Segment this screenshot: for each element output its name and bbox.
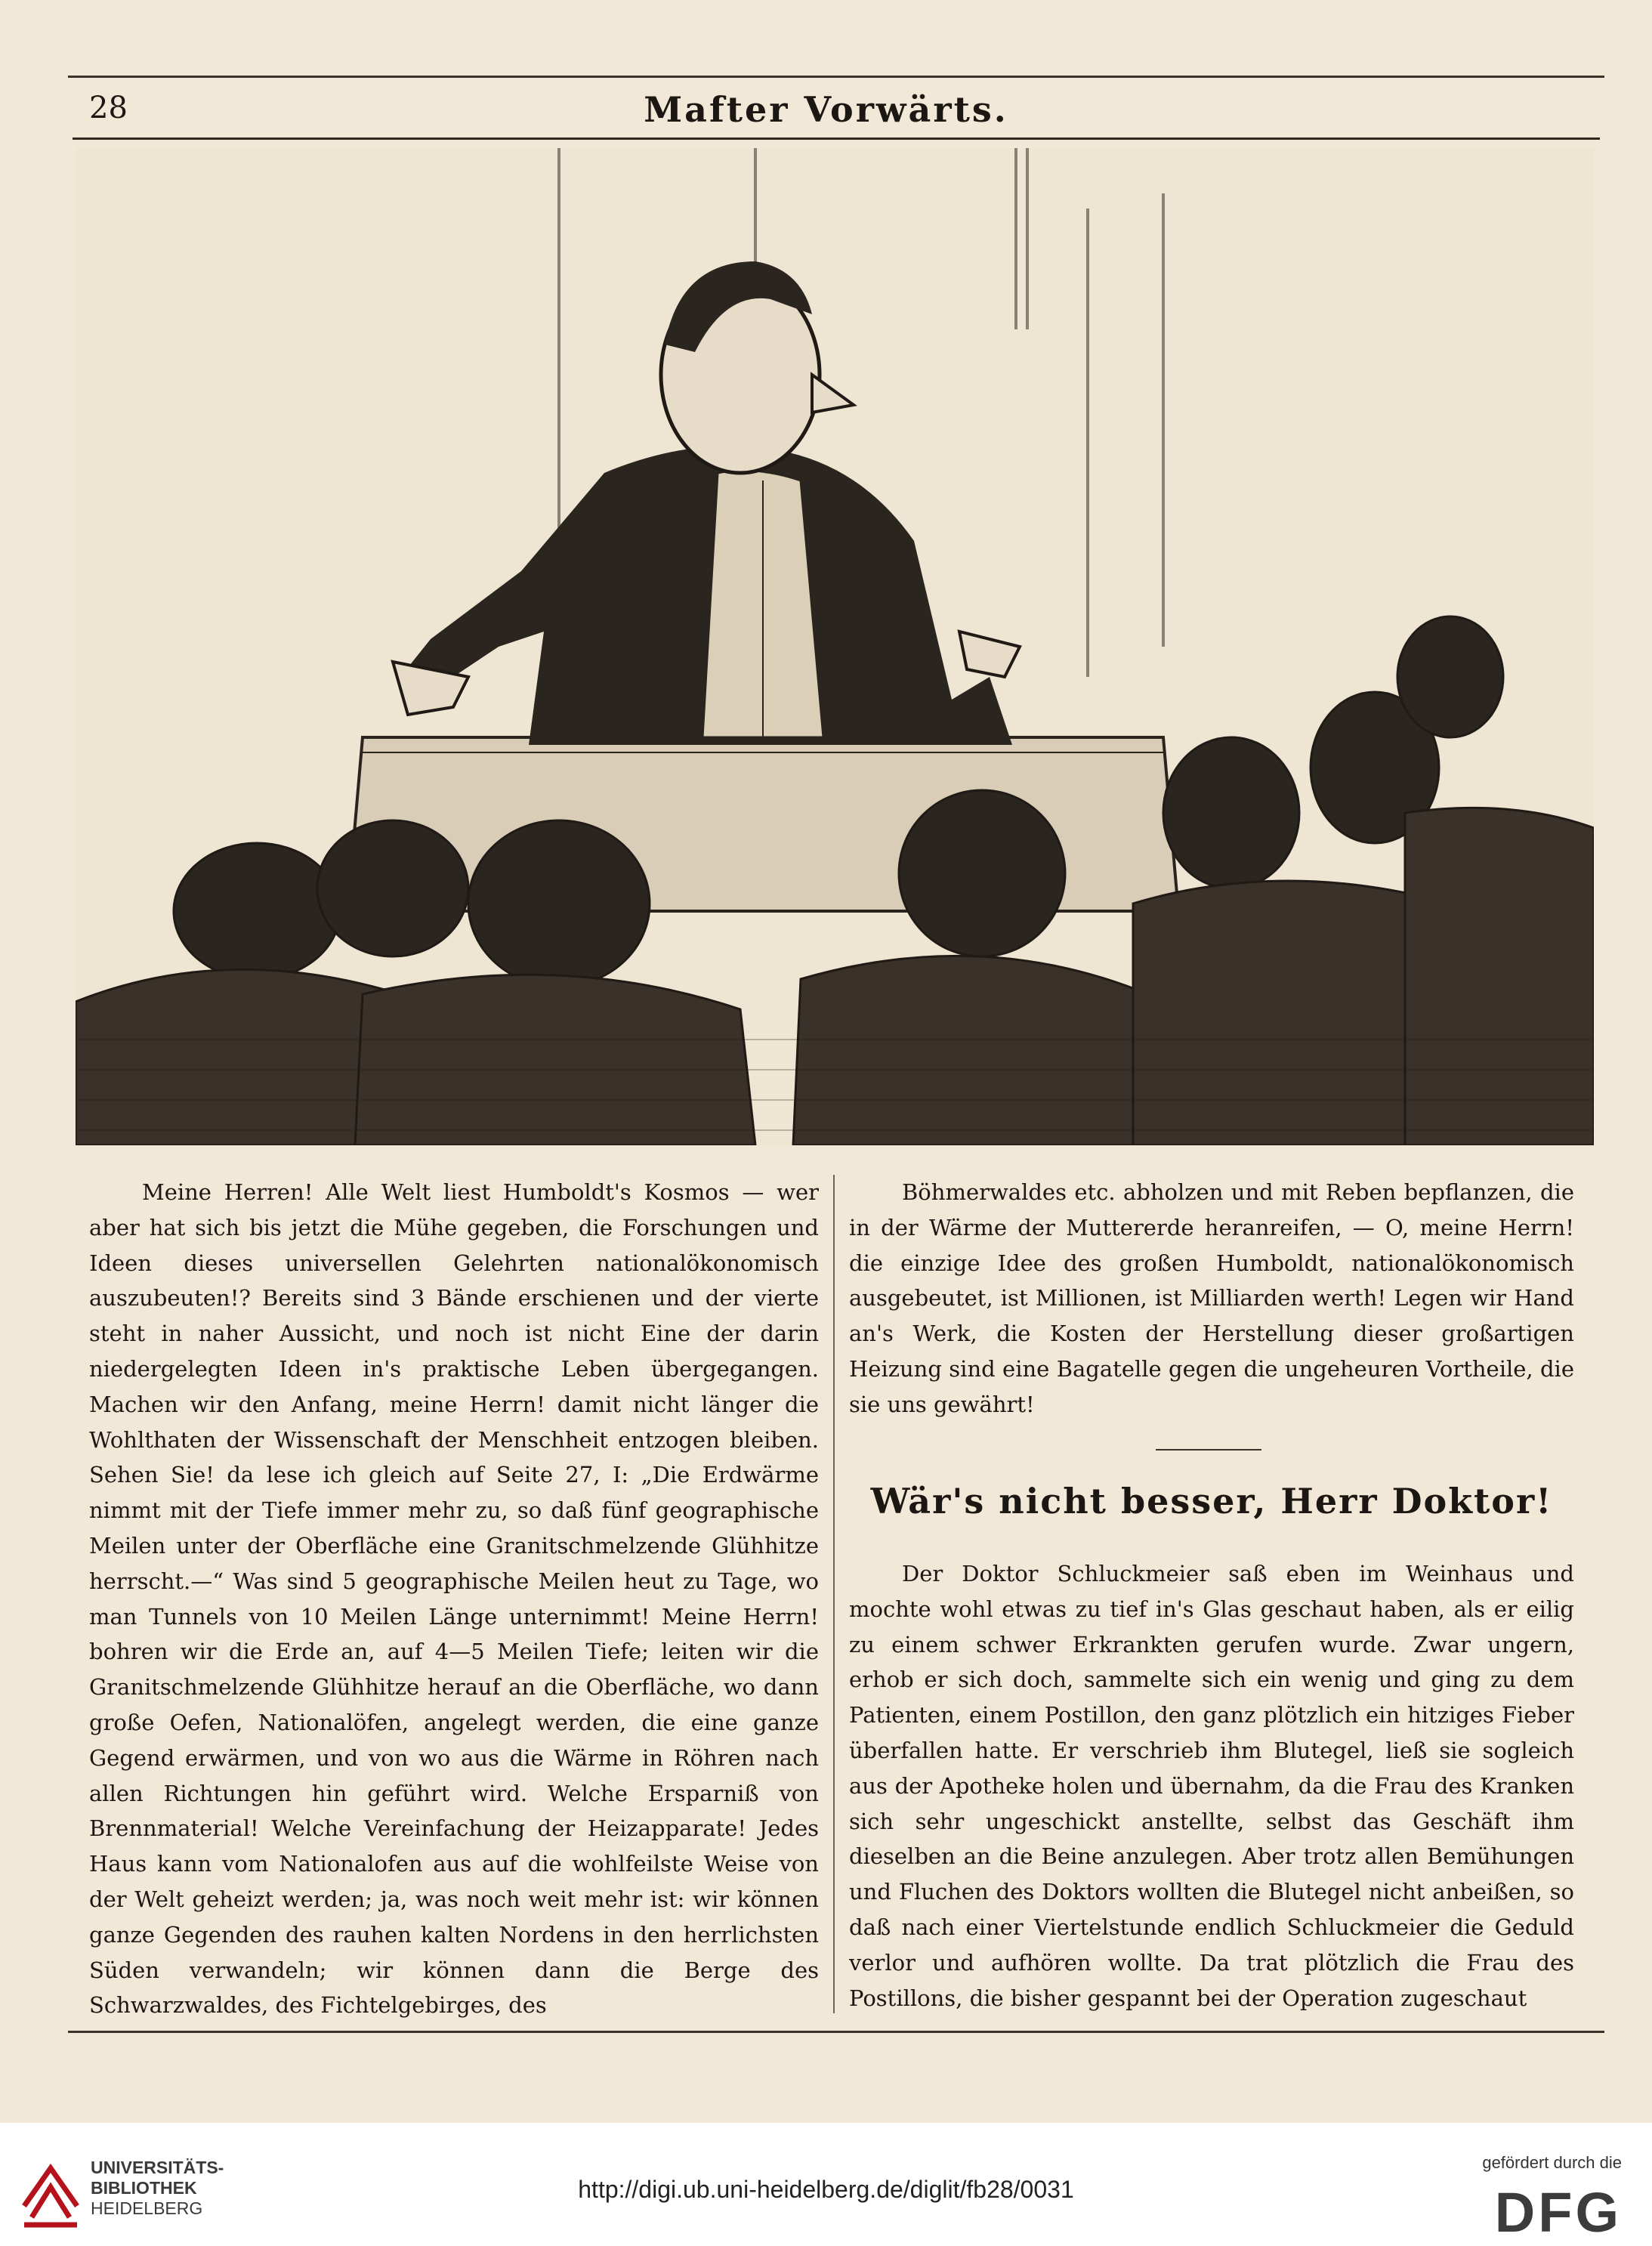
speaker-illustration xyxy=(76,148,1594,1145)
article1-right-text: Böhmerwaldes etc. abholzen und mit Reben bepflanzen, die in der Wärme der Muttererde heranreifen, — O, meine Herrn! die einzige Idee des großen Humboldt, nationalökonomisch ausgebeutet, ist Millionen, ist Milliarden werth! Legen wir Hand an's Werk, die Kosten der Herstellung dieser großartigen Heizung sind eine Bagatelle gegen die ungeheuren Vortheile, die sie uns gewährt! xyxy=(849,1179,1574,1417)
running-title: Mafter Vorwärts. xyxy=(644,89,1008,130)
article1-left-column xyxy=(89,1175,819,2023)
library-name-line1: UNIVERSITÄTS- xyxy=(91,2158,224,2177)
article2-column xyxy=(849,1556,1574,2016)
footer-bar xyxy=(0,2123,1652,2246)
article2-text: Der Doktor Schluckmeier saß eben im Weinhaus und mochte wohl etwas zu tief in's Glas geschaut haben, als er eilig zu einem schwer Erkrankten gerufen wurde. Zwar ungern, erhob er sich doch, sammelte sich ein wenig und ging zu dem Patienten, einem Postillon, den ganz plötzlich ein hitziges Fieber überfallen hatte. Er verschrieb ihm Blutegel, ließ sie sogleich aus der Apotheke holen und übernahm, da die Frau des Kranken sich sehr ungeschickt anstellte, selbst das Geschäft ihm dieselben an die Beine anzulegen. Aber trotz allen Bemühungen und Fluchen des Doktors wollten die Blutegel nicht anbeißen, so daß nach einer Viertelstunde endlich Schluckmeier die Geduld verlor und aufhören wollte. Da trat plötzlich die Frau des Postillons, die bisher gespannt bei der Operation zugeschaut xyxy=(849,1561,1574,2011)
dfg-logo: DFG xyxy=(1494,2181,1622,2244)
header-rule xyxy=(73,137,1600,140)
source-url[interactable]: http://digi.ub.uni-heidelberg.de/diglit/fb28/0031 xyxy=(578,2176,1074,2203)
article1-left-text: Meine Herren! Alle Welt liest Humboldt's Kosmos — wer aber hat sich bis jetzt die Mühe gegeben, die Forschungen und Ideen dieses universellen Gelehrten nationalökonomisch auszubeuten!? Bereits sind 3 Bände erschienen und der vierte steht in naher Aussicht, und noch ist nicht Eine der darin niedergelegten Ideen in's praktische Leben übergegangen. Machen wir den Anfang, meine Herrn! damit nicht länger die Wohlthaten der Wissenschaft der Menschheit entzogen bleiben. Sehen Sie! da lese ich gleich auf Seite 27, I: „Die Erdwärme nimmt mit der Tiefe immer mehr zu, so daß fünf geographische Meilen unter der Oberfläche eine Granitschmelzende Glühhitze herrscht.—“ Was sind 5 geographische Meilen heut zu Tage, wo man Tunnels von 10 Meilen Länge unternimmt! Meine Herrn! bohren wir die Erde an, auf 4—5 Meilen Tiefe; leiten wir die Granitschmelzende Glühhitze herauf an die Oberfläche, wo dann große Oefen, Nationalöfen, angelegt werden, die eine ganze Gegend erwärmen, und von wo aus die Wärme in Röhren nach allen Richtungen hin geführt wird. Welche Ersparniß von Brennmaterial! Welche Vereinfachung der Heizapparate! Jedes Haus kann vom Nationalofen aus auf die wohlfeilste Weise von der Welt geheizt werden; ja, was noch weit mehr ist: wir können ganze Gegenden des rauhen kalten Nordens in den herrlichsten Süden verwandeln; wir können dann die Berge des Schwarzwaldes, des Fichtelgebirges, des xyxy=(89,1179,819,2019)
library-name-line2: BIBLIOTHEK xyxy=(91,2178,197,2198)
library-name-line3: HEIDELBERG xyxy=(91,2198,203,2218)
funder-label: gefördert durch die xyxy=(1482,2153,1622,2172)
section-rule xyxy=(1156,1449,1261,1450)
column-divider xyxy=(833,1175,835,2013)
article2-heading: Wär's nicht besser, Herr Doktor! xyxy=(870,1481,1553,1522)
page-number: 28 xyxy=(89,91,128,125)
article1-right-column xyxy=(849,1175,1574,1423)
